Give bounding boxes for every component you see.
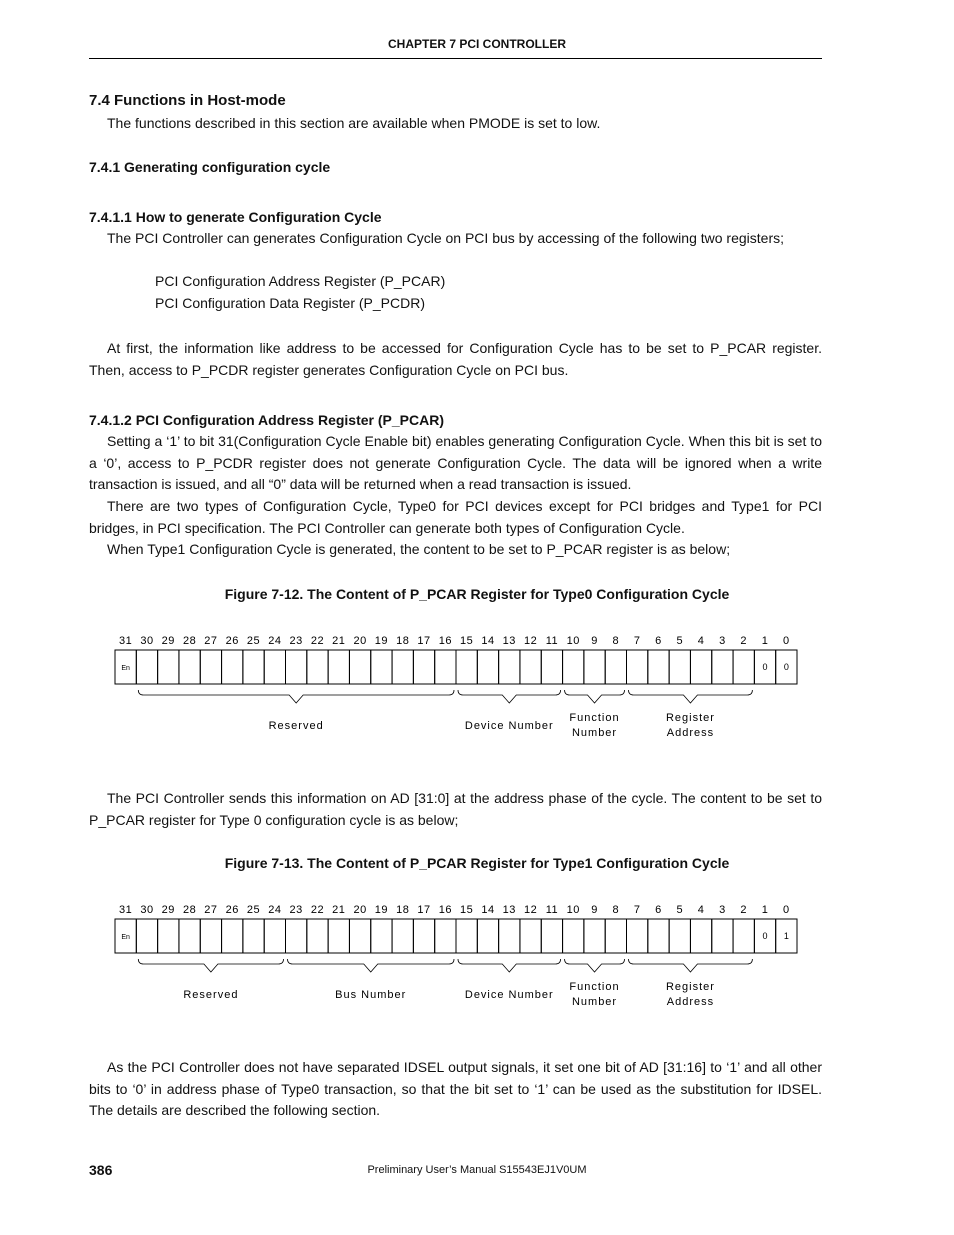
fig13-bit-number-16: 16 [438, 904, 452, 916]
fig13-bit-cell-12 [520, 919, 541, 953]
figure-7-13-register-diagram [0, 894, 954, 1019]
fig12-bit-cell-21 [328, 650, 349, 684]
fig12-bit-number-6: 6 [655, 635, 662, 647]
paragraph-type1-intro: When Type1 Configuration Cycle is generated, the content to be set to P_PCAR register is as below; [107, 541, 731, 557]
fig13-bit-number-21: 21 [332, 904, 346, 916]
fig12-field-label-3-1: Address [666, 727, 715, 739]
fig12-bit-number-28: 28 [182, 635, 197, 647]
fig12-bit-cell-25 [243, 650, 264, 684]
fig13-bit-number-6: 6 [655, 904, 662, 916]
fig13-field-brace-3 [565, 959, 625, 972]
fig12-bit-number-4: 4 [697, 635, 705, 647]
fig12-bit-cell-24 [264, 650, 285, 684]
fig13-bit-cell-22 [307, 919, 328, 953]
fig13-bit-number-26: 26 [225, 904, 239, 916]
paragraph-cycle-types: There are two types of Configuration Cycle, Type0 for PCI devices except for PCI bridges and Type1 for PCI bridges, in PCI specification. The PCI Controller can generate both types of Configuration Cycle. [89, 498, 822, 536]
fig13-bit-number-28: 28 [182, 904, 197, 916]
fig12-bit-number-7: 7 [633, 635, 641, 647]
fig13-bit-number-5: 5 [676, 904, 684, 916]
register-item-pcar: PCI Configuration Address Register (P_PCAR) [155, 273, 446, 289]
fig13-bit-number-23: 23 [289, 904, 303, 916]
fig13-bit-number-2: 2 [740, 904, 748, 916]
footer-text: Preliminary User’s Manual S15543EJ1V0UM [367, 1164, 587, 1176]
fig12-bit-cell-22 [307, 650, 328, 684]
fig13-bit-cell-5 [669, 919, 690, 953]
fig12-bit-cell-13 [499, 650, 520, 684]
fig13-bit-number-29: 29 [161, 904, 175, 916]
fig13-bit-cell-4 [690, 919, 711, 953]
fig12-bit-cell-27 [200, 650, 221, 684]
fig12-bit-cell-23 [286, 650, 307, 684]
fig12-bit-number-22: 22 [310, 635, 325, 647]
fig13-bit-cell-21 [328, 919, 349, 953]
fig13-bit-number-15: 15 [460, 904, 474, 916]
fig13-bit-number-11: 11 [545, 904, 559, 916]
fig13-bit-cell-19 [371, 919, 392, 953]
paragraph-access-order: At first, the information like address to be accessed for Configuration Cycle has to be set to P_PCAR register. Then, access to P_PCDR register generates Configuration Cycle on PCI bus. [89, 340, 822, 378]
section-intro: The functions described in this section are available when PMODE is set to low. [107, 115, 601, 131]
fig12-bit-number-30: 30 [140, 635, 154, 647]
fig13-bit-value-0: 1 [783, 931, 789, 941]
fig13-bit-number-1: 1 [761, 904, 769, 916]
paragraph-idsel: As the PCI Controller does not have separated IDSEL output signals, it set one bit of AD [31:16] to ‘1’ and all other bits to ‘0’ in address phase of Type0 transaction, so that the bit set to ‘1’ can be used as the substitution for IDSEL. The details are described the following section. [89, 1059, 822, 1119]
fig13-field-label-4-1: Address [666, 996, 715, 1008]
fig12-bit-cell-19 [371, 650, 392, 684]
fig12-bit-number-10: 10 [566, 635, 580, 647]
register-item-pcdr: PCI Configuration Data Register (P_PCDR) [155, 295, 425, 311]
figure-7-13-caption: Figure 7-13. The Content of P_PCAR Register for Type1 Configuration Cycle [224, 855, 730, 871]
fig12-bit-cell-15 [456, 650, 477, 684]
fig13-bit-number-20: 20 [353, 904, 367, 916]
figure-7-12-caption: Figure 7-12. The Content of P_PCAR Register for Type0 Configuration Cycle [224, 586, 730, 602]
fig13-bit-number-27: 27 [204, 904, 218, 916]
section-title: 7.4 Functions in Host-mode [89, 92, 286, 109]
fig12-bit-number-1: 1 [761, 635, 769, 647]
fig12-bit-cell-12 [520, 650, 541, 684]
fig12-bit-cell-3 [712, 650, 733, 684]
fig13-field-brace-1 [288, 959, 455, 972]
fig13-bit-value-1: 0 [762, 931, 768, 941]
fig12-bit-number-3: 3 [719, 635, 726, 647]
fig13-bit-number-30: 30 [140, 904, 154, 916]
fig13-bit-cell-18 [392, 919, 413, 953]
fig13-bit-cell-11 [541, 919, 562, 953]
fig12-bit-cell-5 [669, 650, 690, 684]
fig12-bit-cell-28 [179, 650, 200, 684]
fig13-bit-cell-23 [286, 919, 307, 953]
fig13-bit-number-31: 31 [119, 904, 133, 916]
fig13-bit-cell-9 [584, 919, 605, 953]
fig13-bit-number-19: 19 [374, 904, 389, 916]
fig12-field-label-1-0: Device Number [464, 720, 554, 732]
fig12-bit-cell-6 [648, 650, 669, 684]
fig12-bit-number-29: 29 [161, 635, 175, 647]
fig13-field-label-4-0: Register [665, 981, 715, 993]
fig12-bit-number-21: 21 [332, 635, 346, 647]
fig12-bit-number-9: 9 [591, 635, 598, 647]
fig13-bit-number-17: 17 [417, 904, 431, 916]
fig13-bit-cell-16 [435, 919, 456, 953]
fig12-bit-value-0: 0 [783, 662, 789, 672]
fig12-bit-cell-30 [136, 650, 157, 684]
fig13-bit-cell-3 [712, 919, 733, 953]
fig13-bit-number-0: 0 [783, 904, 790, 916]
fig13-bit-cell-26 [222, 919, 243, 953]
fig13-bit-cell-2 [733, 919, 754, 953]
fig12-bit-number-15: 15 [460, 635, 474, 647]
fig13-bit-cell-30 [136, 919, 157, 953]
fig12-bit-cell-9 [584, 650, 605, 684]
fig13-bit-cell-20 [349, 919, 370, 953]
fig12-bit-number-26: 26 [225, 635, 239, 647]
fig13-field-label-3-0: Function [569, 981, 620, 993]
fig12-bit-number-14: 14 [481, 635, 495, 647]
fig12-bit-cell-20 [349, 650, 370, 684]
fig13-field-label-3-1: Number [571, 996, 618, 1008]
fig13-field-label-2-0: Device Number [464, 989, 554, 1001]
fig12-bit-value-31: En [121, 665, 130, 672]
fig13-bit-cell-14 [477, 919, 498, 953]
fig13-bit-number-3: 3 [719, 904, 726, 916]
paragraph-address-phase: The PCI Controller sends this information on AD [31:0] at the address phase of the cycle. The content to be set to P_PCAR register for Type 0 configuration cycle is as below; [89, 790, 822, 828]
fig12-bit-number-24: 24 [268, 635, 282, 647]
fig13-bit-number-4: 4 [697, 904, 705, 916]
fig12-bit-cell-10 [563, 650, 584, 684]
paragraph-registers-intro: The PCI Controller can generates Configuration Cycle on PCI bus by accessing of the following two registers; [107, 230, 785, 246]
fig12-bit-cell-7 [627, 650, 648, 684]
fig13-field-brace-0 [138, 959, 283, 972]
fig13-bit-cell-7 [627, 919, 648, 953]
fig12-bit-cell-14 [477, 650, 498, 684]
fig12-bit-number-2: 2 [740, 635, 748, 647]
fig12-bit-number-8: 8 [612, 635, 620, 647]
fig13-bit-number-7: 7 [633, 904, 641, 916]
fig12-bit-cell-8 [605, 650, 626, 684]
subsubsection-title-1: 7.4.1.1 How to generate Configuration Cycle [89, 209, 382, 225]
fig12-bit-cell-2 [733, 650, 754, 684]
fig12-bit-cell-18 [392, 650, 413, 684]
figure-7-12-register-diagram [0, 625, 954, 750]
fig12-bit-number-17: 17 [417, 635, 431, 647]
fig13-bit-cell-17 [413, 919, 434, 953]
fig12-bit-number-25: 25 [246, 635, 261, 647]
fig12-bit-cell-17 [413, 650, 434, 684]
fig13-bit-number-12: 12 [523, 904, 538, 916]
subsubsection-title-2: 7.4.1.2 PCI Configuration Address Register (P_PCAR) [89, 412, 444, 428]
fig12-bit-cell-26 [222, 650, 243, 684]
fig12-bit-cell-11 [541, 650, 562, 684]
page-header: CHAPTER 7 PCI CONTROLLER [387, 37, 566, 51]
fig13-bit-cell-8 [605, 919, 626, 953]
fig12-field-label-0-0: Reserved [268, 720, 324, 732]
fig13-bit-cell-24 [264, 919, 285, 953]
fig12-field-brace-3 [629, 690, 753, 703]
fig12-bit-value-1: 0 [762, 662, 768, 672]
fig13-bit-number-22: 22 [310, 904, 325, 916]
fig13-bit-number-18: 18 [396, 904, 410, 916]
fig12-bit-number-18: 18 [396, 635, 410, 647]
fig12-field-label-2-0: Function [569, 712, 620, 724]
fig13-bit-cell-13 [499, 919, 520, 953]
fig13-bit-cell-15 [456, 919, 477, 953]
fig12-bit-number-31: 31 [119, 635, 133, 647]
fig12-field-label-2-1: Number [571, 727, 618, 739]
fig13-bit-cell-27 [200, 919, 221, 953]
subsection-title: 7.4.1 Generating configuration cycle [89, 159, 331, 175]
fig12-bit-number-5: 5 [676, 635, 684, 647]
fig13-bit-cell-6 [648, 919, 669, 953]
fig12-bit-cell-16 [435, 650, 456, 684]
fig13-bit-number-13: 13 [502, 904, 516, 916]
fig12-field-brace-1 [458, 690, 561, 703]
fig12-bit-number-20: 20 [353, 635, 367, 647]
fig12-field-brace-0 [138, 690, 454, 703]
fig12-field-brace-2 [565, 690, 625, 703]
fig13-bit-number-25: 25 [246, 904, 261, 916]
fig13-bit-cell-28 [179, 919, 200, 953]
fig12-bit-number-11: 11 [545, 635, 559, 647]
fig12-field-label-3-0: Register [665, 712, 715, 724]
fig13-bit-number-24: 24 [268, 904, 282, 916]
fig12-bit-number-13: 13 [502, 635, 516, 647]
paragraph-enable-bit: Setting a ‘1’ to bit 31(Configuration Cycle Enable bit) enables generating Configuration Cycle. When this bit is set to a ‘0’, access to P_PCDR register does not generate Configuration Cycle. The data will be ignored when a write transaction is issued, and all “0” data will be returned when a read transaction is issued. [89, 433, 822, 493]
fig12-bit-number-0: 0 [783, 635, 790, 647]
fig12-bit-number-27: 27 [204, 635, 218, 647]
fig13-bit-cell-25 [243, 919, 264, 953]
fig12-bit-cell-29 [158, 650, 179, 684]
fig13-bit-number-14: 14 [481, 904, 495, 916]
fig13-field-brace-2 [458, 959, 561, 972]
fig13-field-label-1-0: Bus Number [335, 989, 407, 1001]
fig13-field-label-0-0: Reserved [183, 989, 239, 1001]
fig13-bit-cell-10 [563, 919, 584, 953]
fig13-bit-value-31: En [121, 934, 130, 941]
fig12-bit-cell-4 [690, 650, 711, 684]
fig13-bit-number-9: 9 [591, 904, 598, 916]
fig12-bit-number-16: 16 [438, 635, 452, 647]
page-number: 386 [89, 1162, 113, 1178]
fig12-bit-number-23: 23 [289, 635, 303, 647]
header-rule [89, 58, 822, 59]
fig13-bit-number-8: 8 [612, 904, 620, 916]
fig12-bit-number-12: 12 [523, 635, 538, 647]
fig13-field-brace-4 [629, 959, 753, 972]
fig12-bit-number-19: 19 [374, 635, 389, 647]
fig13-bit-number-10: 10 [566, 904, 580, 916]
fig13-bit-cell-29 [158, 919, 179, 953]
